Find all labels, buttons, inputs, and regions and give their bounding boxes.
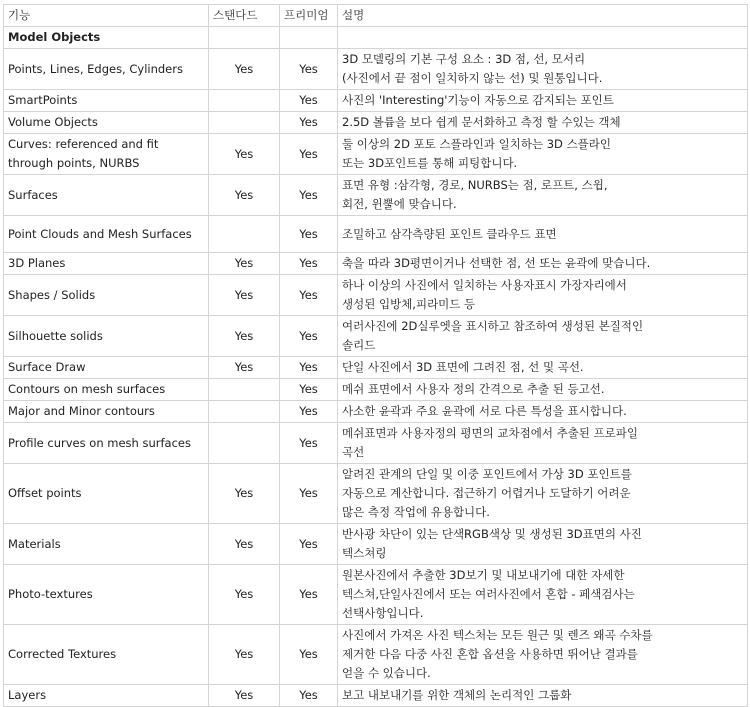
feature-cell: Volume Objects [4,112,209,134]
header-premium: 프리미엄 [280,5,338,27]
table-row [4,524,748,565]
premium-cell: Yes [280,275,338,316]
feature-cell: Surface Draw [4,357,209,379]
standard-cell: Yes [209,464,280,524]
standard-cell: Yes [209,357,280,379]
premium-cell: Yes [280,175,338,216]
table-row [4,357,748,379]
standard-cell [209,401,280,423]
description-cell: 2.5D 볼륨을 보다 쉽게 문서화하고 측정 할 수있는 객체 [338,112,748,134]
description-cell: 하나 이상의 사진에서 일치하는 사용자표시 가장자리에서 생성된 입방체,피라미드 등 [338,275,748,316]
feature-cell: Major and Minor contours [4,401,209,423]
table-row [4,464,748,524]
standard-cell: Yes [209,565,280,625]
standard-cell: Yes [209,49,280,90]
standard-cell: Yes [209,253,280,275]
standard-cell: Yes [209,175,280,216]
feature-cell: Point Clouds and Mesh Surfaces [4,216,209,253]
standard-cell: Yes [209,685,280,707]
feature-cell: Profile curves on mesh surfaces [4,423,209,464]
table-row [4,625,748,685]
feature-cell: Shapes / Solids [4,275,209,316]
section-empty-cell [338,27,748,49]
description-cell: 표면 유형 :삼각형, 경로, NURBS는 점, 로프트, 스윕, 회전, 윈뿔에 맞습니다. [338,175,748,216]
standard-cell: Yes [209,275,280,316]
feature-cell: Silhouette solids [4,316,209,357]
feature-cell: Corrected Textures [4,625,209,685]
table-row [4,134,748,175]
table-row [4,90,748,112]
table-row [4,316,748,357]
premium-cell: Yes [280,625,338,685]
standard-cell [209,216,280,253]
description-cell: 메쉬표면과 사용자정의 평면의 교차점에서 추출된 프로파일 곡선 [338,423,748,464]
header-description: 설명 [338,5,748,27]
description-cell: 보고 내보내기를 위한 객체의 논리적인 그룹화 [338,685,748,707]
premium-cell: Yes [280,134,338,175]
section-empty-cell [209,27,280,49]
standard-cell: Yes [209,316,280,357]
description-cell: 원본사진에서 추출한 3D보기 및 내보내기에 대한 자세한 텍스쳐,단일사진에서 또는 여러사진에서 혼합 - 페색검사는 선택사항입니다. [338,565,748,625]
description-cell: 반사광 차단이 있는 단색RGB색상 및 생성된 3D표면의 사진 텍스쳐링 [338,524,748,565]
premium-cell: Yes [280,565,338,625]
table-row [4,401,748,423]
header-row [4,5,748,27]
premium-cell: Yes [280,90,338,112]
table-row [4,253,748,275]
description-cell: 둘 이상의 2D 포토 스플라인과 일치하는 3D 스플라인 또는 3D포인트를 통해 피팅합니다. [338,134,748,175]
standard-cell: Yes [209,134,280,175]
standard-cell [209,379,280,401]
description-cell: 사진의 'Interesting'기능이 자동으로 감지되는 포인트 [338,90,748,112]
description-cell: 단일 사진에서 3D 표면에 그려진 점, 선 및 곡선. [338,357,748,379]
premium-cell: Yes [280,112,338,134]
feature-cell: Points, Lines, Edges, Cylinders [4,49,209,90]
table-row [4,275,748,316]
table-row [4,216,748,253]
feature-comparison-table [3,4,748,707]
premium-cell: Yes [280,357,338,379]
standard-cell [209,112,280,134]
description-cell: 알려진 관계의 단일 및 이중 포인트에서 가상 3D 포인트를 자동으로 계산합니다. 접근하기 어렵거나 도달하기 어려운 많은 측정 작업에 유용합니다. [338,464,748,524]
feature-cell: Surfaces [4,175,209,216]
section-row [4,27,748,49]
feature-cell: SmartPoints [4,90,209,112]
feature-cell: Offset points [4,464,209,524]
description-cell: 축을 따라 3D평면이거나 선택한 점, 선 또는 윤곽에 맞습니다. [338,253,748,275]
premium-cell: Yes [280,401,338,423]
premium-cell: Yes [280,464,338,524]
table-row [4,423,748,464]
section-empty-cell [280,27,338,49]
table-row [4,685,748,707]
premium-cell: Yes [280,49,338,90]
feature-cell: Materials [4,524,209,565]
description-cell: 사소한 윤곽과 주요 윤곽에 서로 다른 특성을 표시합니다. [338,401,748,423]
standard-cell: Yes [209,524,280,565]
feature-cell: Contours on mesh surfaces [4,379,209,401]
premium-cell: Yes [280,524,338,565]
table-row [4,112,748,134]
feature-cell: Curves: referenced and fit through points, NURBS [4,134,209,175]
description-cell: 3D 모델링의 기본 구성 요소 : 3D 점, 선, 모서리 (사진에서 끝 점이 일치하지 않는 선) 및 원통입니다. [338,49,748,90]
premium-cell: Yes [280,253,338,275]
standard-cell [209,423,280,464]
table-row [4,565,748,625]
description-cell: 메쉬 표면에서 사용자 정의 간격으로 추출 된 등고선. [338,379,748,401]
premium-cell: Yes [280,685,338,707]
table-row [4,49,748,90]
table-row [4,379,748,401]
premium-cell: Yes [280,423,338,464]
standard-cell [209,90,280,112]
header-feature: 기능 [4,5,209,27]
description-cell: 조밀하고 삼각측량된 포인트 클라우드 표면 [338,216,748,253]
description-cell: 여러사진에 2D실루엣을 표시하고 참조하여 생성된 본질적인 솔리드 [338,316,748,357]
standard-cell: Yes [209,625,280,685]
description-cell: 사진에서 가져온 사진 텍스처는 모든 원근 및 렌즈 왜곡 수차를 제거한 다음 다중 사진 혼합 옵션을 사용하면 뛰어난 결과를 얻을 수 있습니다. [338,625,748,685]
feature-cell: Photo-textures [4,565,209,625]
feature-cell: Layers [4,685,209,707]
premium-cell: Yes [280,316,338,357]
premium-cell: Yes [280,216,338,253]
premium-cell: Yes [280,379,338,401]
header-standard: 스탠다드 [209,5,280,27]
table-row [4,175,748,216]
section-title: Model Objects [4,27,209,49]
feature-cell: 3D Planes [4,253,209,275]
